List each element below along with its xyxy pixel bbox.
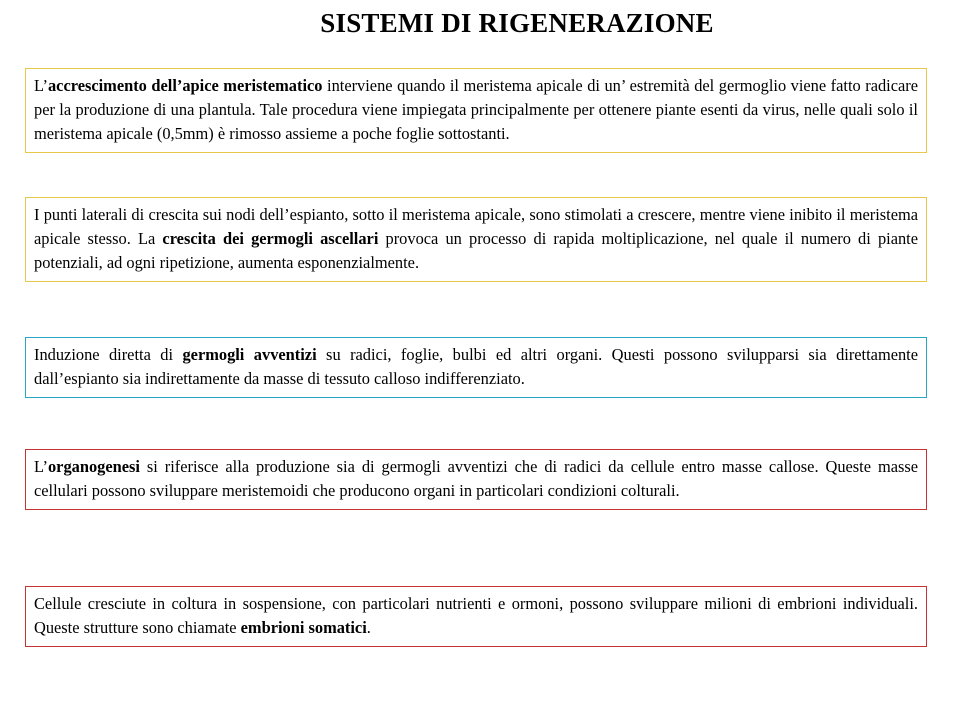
text-box-organogenesis	[25, 449, 927, 510]
key-term: germogli avventizi	[182, 345, 317, 364]
key-term: embrioni somatici	[240, 618, 367, 637]
paragraph	[34, 343, 918, 391]
paragraph	[34, 74, 918, 146]
key-term: accrescimento dell’apice meristematico	[47, 76, 323, 95]
paragraph	[34, 592, 918, 640]
paragraph-text: interviene quando il meristema apicale di un’ estremità del germoglio viene fatto radicare per la produzione di una plantula. Tale procedura viene impiegata principalmente per ottenere piante esenti da virus, nelle quali solo il meristema apicale (0,5mm) è rimosso assieme a poche foglie sottostanti.	[34, 76, 918, 143]
paragraph-text: provoca un processo di rapida moltiplicazione, nel quale il numero di piante potenziali, ad ogni ripetizione, aumenta esponenzialmente.	[34, 229, 918, 272]
paragraph	[34, 455, 918, 503]
paragraph-text: su radici, foglie, bulbi ed altri organi. Questi possono svilupparsi sia direttamente dall’espianto sia indirettamente da masse di tessuto calloso indifferenziato.	[34, 345, 918, 388]
paragraph-text: L’	[34, 457, 48, 476]
paragraph-text: .	[366, 618, 371, 637]
paragraph-text: Induzione diretta di	[34, 345, 183, 364]
text-box-axillary-shoots	[25, 197, 927, 282]
text-box-apical-meristem	[25, 68, 927, 153]
paragraph-text: L’	[34, 76, 48, 95]
paragraph-text: si riferisce alla produzione sia di germogli avventizi che di radici da cellule entro masse callose. Queste masse cellulari possono sviluppare meristemoidi che producono organi in particolari condizioni colturali.	[34, 457, 918, 500]
paragraph	[34, 203, 918, 275]
text-box-somatic-embryos	[25, 586, 927, 647]
paragraph-text: Cellule cresciute in coltura in sospensione, con particolari nutrienti e ormoni, possono sviluppare milioni di embrioni individuali. Queste strutture sono chiamate	[34, 594, 918, 637]
key-term: organogenesi	[47, 457, 140, 476]
paragraph-text: I punti laterali di crescita sui nodi dell’espianto, sotto il meristema apicale, sono stimolati a crescere, mentre viene inibito il meristema apicale stesso. La	[34, 205, 918, 248]
page-title: SISTEMI DI RIGENERAZIONE	[320, 8, 714, 38]
text-box-adventitious-shoots	[25, 337, 927, 398]
key-term: crescita dei germogli ascellari	[162, 229, 379, 248]
